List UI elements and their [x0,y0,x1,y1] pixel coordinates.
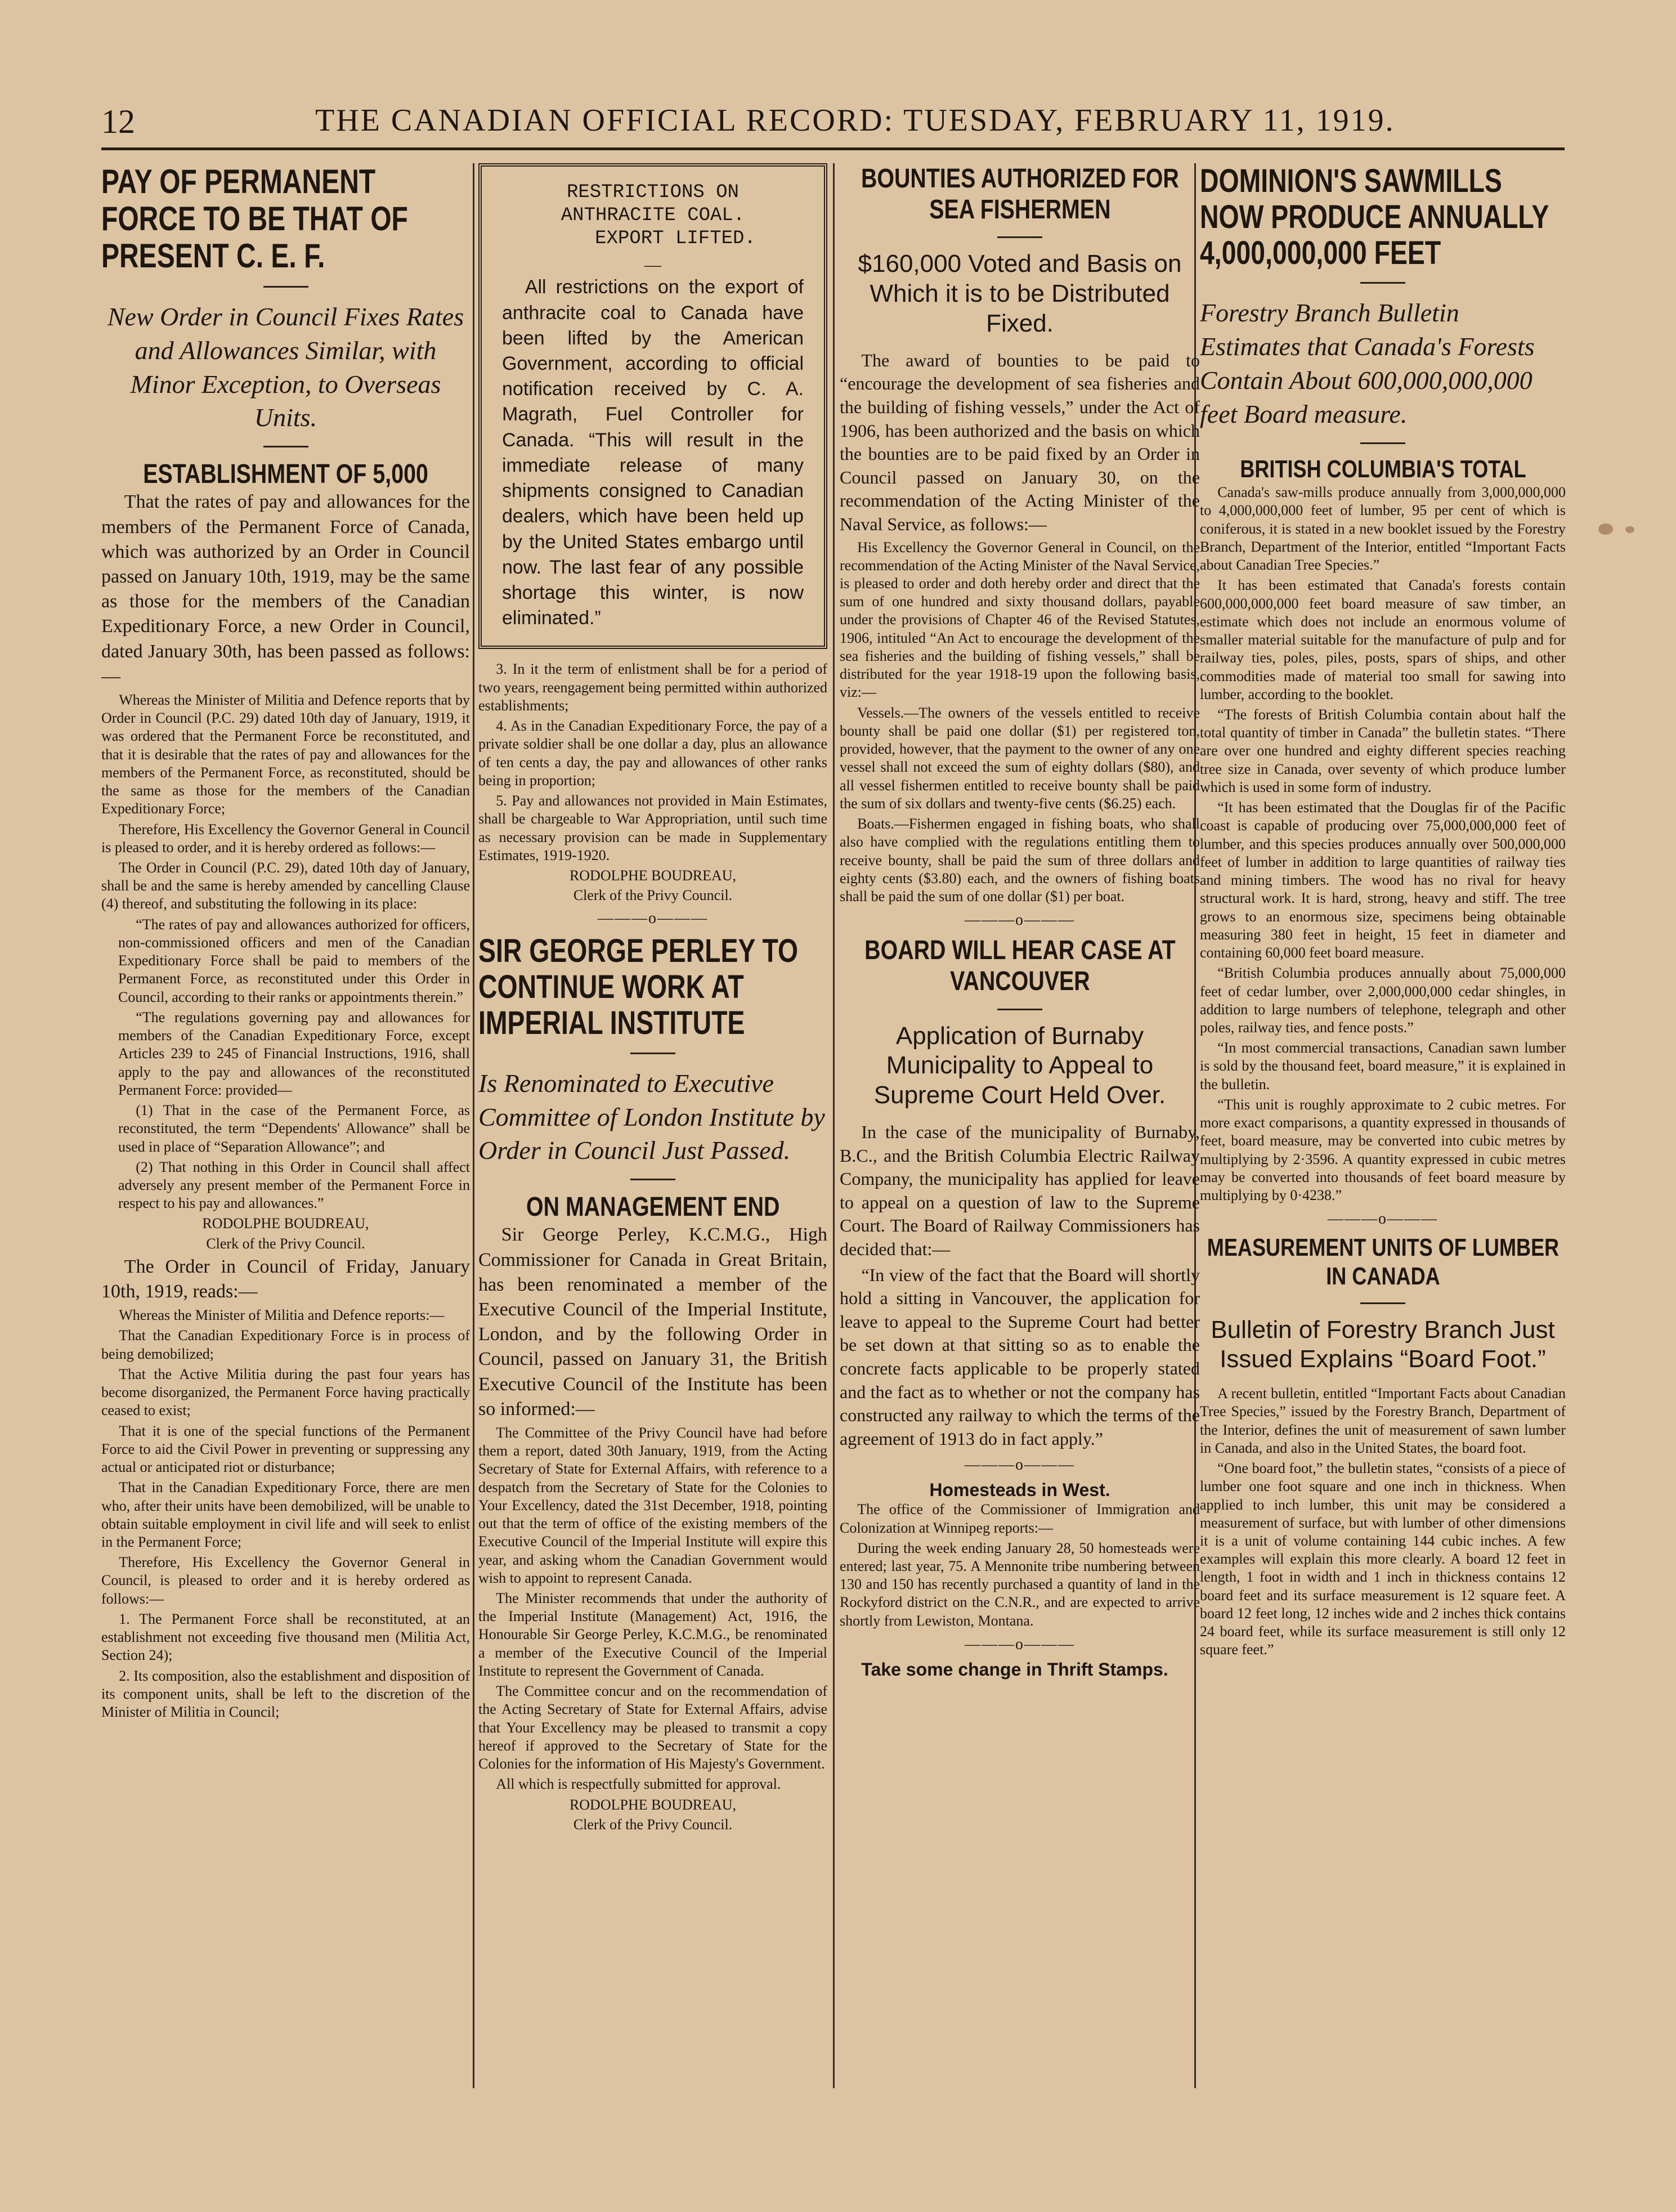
article-lead: That the rates of pay and allowances for the members of the Permanent Force of Canada, which was authorized by an Order in Council passed on January 10th, 1919, may be the same as those for the members of the Canadian Expeditionary Force, a new Order in Council, dated January 30th, has been passed as follows:— [101,491,470,687]
paragraph: The Minister recommends that under the authority of the Imperial Institute (Management) Act, 1916, the Honourable Sir George Perley, K.C.M.G., be renominated a member of the Executive Council of the Imperial Institute to represent the Government of Canada. [478,1589,827,1679]
subhead-160000: $160,000 Voted and Basis on Which it is to be Distributed Fixed. [858,250,1182,337]
subhead-establishment: ESTABLISHMENT OF 5,000 [143,459,428,490]
paper-stain [1598,523,1613,535]
section-separator: ———o——— [1328,1210,1438,1228]
section-separator: ———o——— [598,910,708,928]
paper-stain [1625,526,1634,533]
paragraph: The office of the Commissioner of Immigration and Colonization at Winnipeg reports:— [840,1501,1200,1536]
paragraph: Vessels.—The owners of the vessels entitled to receive bounty shall be paid one dollar ($1) per registered ton, provided, however, that the payment to the owner of any one vessel shall not exceed the sum of eighty dollars ($80), and all vessel fishermen entitled to receive bounty shall be paid the sum of six dollars and twenty-five cents ($6.25) each. [840,704,1200,812]
signature-name: RODOLPHE BOUDREAU, [569,1796,737,1813]
paragraph: (1) That in the case of the Permanent Force, as reconstituted, the term “Dependents' Allowance” shall be used in place of “Separation Allowance”; and [118,1102,470,1155]
divider-dash [997,1009,1042,1010]
headline-board-will-hear: BOARD WILL HEAR CASE AT VANCOUVER [864,935,1176,997]
paragraph: It has been estimated that Canada's forests contain 600,000,000,000 feet board measure of saw timber, an estimate which does not include an enormous volume of smaller material suitable for the manufacture of pulp and for railway ties, poles, piles, posts, spars of ships, and other commodities made of material too small for sawing into lumber, according to the booklet. [1200,577,1566,702]
subhead-board-foot: Bulletin of Forestry Branch Just Issued Explains “Board Foot.” [1211,1315,1555,1373]
deck-renominated: Is Renominated to Executive Committee of London Institute by Order in Council Just Passed. [478,1068,825,1165]
paragraph: The Committee concur and on the recommendation of the Acting Secretary of State for External Affairs, advise that Your Excellency may be pleased to transmit a copy hereof if approved to the Secretary of State for the Colonies for the information of His Majesty's Government. [478,1683,827,1772]
paragraph: “The rates of pay and allowances authorized for officers, non-commissioned officers and men of the Canadian Expeditionary Force shall be paid to members of the Permanent Force, as reconstituted under this Order in Council, according to their ranks or appointments therein.” [118,916,470,1005]
box-title-line: EXPORT LIFTED. [595,227,756,249]
paragraph: 5. Pay and allowances not provided in Main Estimates, shall be chargeable to War Appropriation, until such time as necessary provision can be made in Supplementary Estimates, 1919-1920. [478,792,827,863]
paragraph: During the week ending January 28, 50 homesteads were entered; last year, 75. A Mennonite tribe numbering between 130 and 150 has recently purchased a quantity of land in the Rockyford district on the C.N.R., and are expected to arrive shortly from Lewiston, Montana. [840,1539,1200,1629]
paragraph: His Excellency the Governor General in Council, on the recommendation of the Acting Minister of the Naval Service, is pleased to order and doth hereby order and direct that the sum of one hundred and sixty thousand dollars, payable under the provisions of Chapter 46 of the Revised Statutes, 1906, intituled “An Act to encourage the development of the sea fisheries and the building of fishing vessels,” shall be distributed for the year 1918-19 upon the following basis, viz:— [840,539,1200,701]
divider-dash [630,1053,675,1054]
divider-dash [263,286,308,288]
signature-title: Clerk of the Privy Council. [573,1816,733,1833]
deck-forestry: Forestry Branch Bulletin Estimates that Canada's Forests Contain About 600,000,000,000 feet Board measure. [1200,298,1535,428]
paragraph: The Committee of the Privy Council have had before them a report, dated 30th January, 1919, from the Acting Secretary of State for External Affairs, with reference to a despatch from the Secretary of State for the Colonies to Your Excellency, dated the 31st December, 1918, pointing out that the term of office of the existing members of the Executive Council of the Imperial Institute will expire this year, and asking whom the Canadian Government would wish to appoint to represent Canada. [478,1424,827,1586]
paragraph: Boats.—Fishermen engaged in fishing boats, who shall also have complied with the regulations entitling them to receive bounty, shall be paid the sum of three dollars and eighty cents ($3.80) each, and the owners of fishing boats shall be paid the sum of one dollar ($1) per boat. [840,816,1200,904]
paragraph: “In most commercial transactions, Canadian sawn lumber is sold by the thousand feet, board measure,” it is explained in the bulletin. [1200,1040,1566,1092]
paragraph: The Order in Council (P.C. 29), dated 10th day of January, shall be and the same is hereby amended by cancelling Clause (4) thereof, and substituting the following in its place: [101,859,470,912]
column-divider [833,163,835,2088]
subhead-management: ON MANAGEMENT END [526,1192,780,1223]
divider-dash [1360,1302,1405,1304]
article-body [840,539,1200,906]
article-body [1200,483,1566,1204]
subhead-homesteads: Homesteads in West. [929,1480,1110,1501]
section-separator: ———o——— [965,1635,1075,1653]
signature-title: Clerk of the Privy Council. [206,1235,365,1252]
paragraph: Therefore, His Excellency the Governor General in Council is pleased to order, and it is hereby ordered as follows:— [101,821,470,856]
paragraph: “It has been estimated that the Douglas fir of the Pacific coast is capable of producing over 75,000,000,000 feet of lumber, and this species produces annually over 500,000,000 feet of lumber in addition to large quantities of railway ties and mining timbers. The wood has no rival for heavy structural work. It is hard, strong, heavy and stiff. The tree grows to an enormous size, specimens being obtainable measuring 380 feet in height, 15 feet in diameter and containing 60,000 feet board measure. [1200,799,1566,961]
headline-sawmills: DOMINION'S SAWMILLS NOW PRODUCE ANNUALLY 4,000,000,000 FEET [1200,163,1549,271]
article-body [478,1424,827,1833]
box-title-line: RESTRICTIONS ON [566,182,740,203]
signature-name: RODOLPHE BOUDREAU, [202,1215,369,1232]
box-title [502,181,804,250]
article-body [101,691,470,1252]
subhead-bc-total: BRITISH COLUMBIA'S TOTAL [1239,455,1526,483]
paragraph: 4. As in the Canadian Expeditionary Force, the pay of a private soldier shall be one dollar a day, plus an allowance of ten cents a day, the pay and allowances of other ranks being in proportion; [478,718,827,789]
article-quote: “In view of the fact that the Board will shortly hold a sitting in Vancouver, the application for leave to appeal to the Supreme Court had better be set down at that sitting so as to enable the concrete facts applicable to be properly stated and the fact as to whether or not the company has constructed any railway to which the terms of the agreement of 1913 do in fact apply.” [840,1264,1200,1449]
deck-new-order: New Order in Council Fixes Rates and Allowances Similar, with Minor Exception, to Overseas Units. [107,302,464,432]
thrift-stamps-notice: Take some change in Thrift Stamps. [861,1659,1168,1680]
column-1 [101,163,470,2144]
paragraph: That the Active Militia during the past four years has become disorganized, the Permanent Force having practically ceased to exist; [101,1365,470,1419]
paragraph: “This unit is roughly approximate to 2 cubic metres. For more exact comparisons, a quantity expressed in thousands of feet, board measure, may be converted into cubic metres by multiplying by 2·3596. A quantity expressed in cubic metres may be converted into thousands of feet board measure by multiplying by 0·4238.” [1200,1096,1566,1204]
column-2 [478,163,827,2144]
column-4 [1200,163,1566,2144]
headline-pay-permanent-force: PAY OF PERMANENT FORCE TO BE THAT OF PRESENT C. E. F. [101,163,408,275]
divider-dash [1360,282,1405,284]
paragraph: Whereas the Minister of Militia and Defence reports:— [119,1307,445,1324]
paragraph: That the Canadian Expeditionary Force is in process of being demobilized; [101,1327,470,1362]
article-body [840,1501,1200,1630]
publication-title: THE CANADIAN OFFICIAL RECORD: TUESDAY, FEBRUARY 11, 1919. [315,103,1395,138]
divider-dash [997,236,1042,238]
column-divider [473,163,474,2088]
paragraph: “British Columbia produces annually about 75,000,000 feet of cedar lumber, over 2,000,000,000 cedar shingles, in addition to large numbers of telephone, telegraph and other poles, railway ties, and fence posts.” [1200,965,1566,1036]
boxed-notice-anthracite [478,163,827,649]
article-lead: The award of bounties to be paid to “encourage the development of sea fisheries and the building of fishing vessels,” under the Act of 1906, has been authorized and the basis on which the bounties are to be paid fixed by an Order in Council passed on January 30, on the recommendation of the Acting Minister of the Naval Service, as follows:— [840,350,1200,534]
box-title-line: ANTHRACITE COAL. [561,204,745,226]
headline-measurement-units: MEASUREMENT UNITS OF LUMBER IN CANADA [1207,1234,1559,1290]
article-lead: Sir George Perley, K.C.M.G., High Commissioner for Canada in Great Britain, has been renominated a member of the Executive Council of the Imperial Institute, London, and by the following Order in Council, passed on January 31, the British Executive Council of the Institute has been so informed:— [478,1224,827,1420]
continued-order [478,660,827,904]
masthead [101,95,1395,145]
paragraph: That it is one of the special functions of the Permanent Force to aid the Civil Power in preventing or suppressing any actual or anticipated riot or disturbance; [101,1422,470,1476]
subhead-burnaby: Application of Burnaby Municipality to Appeal to Supreme Court Held Over. [873,1022,1166,1109]
masthead-rule [101,147,1565,150]
article-lead: In the case of the municipality of Burnaby, B.C., and the British Columbia Electric Railway Company, the municipality has applied for leave to appeal on a question of law to the Supreme Court. The Board of Railway Commissioners has decided that:— [840,1121,1200,1259]
paragraph: “One board foot,” the bulletin states, “consists of a piece of lumber one foot square and one inch in thickness. When applied to inch lumber, this unit may be considered a measurement of surface, but with lumber of other dimensions it is a unit of volume containing 144 cubic inches. A few examples will explain this more clearly. A board 12 feet in length, 1 foot in width and 1 inch in thickness contains 12 board feet and its surface measurement is 12 square feet. A board 12 feet long, 12 inches wide and 2 inches thick contains 24 board feet, while its surface measurement is still only 12 square feet.” [1200,1460,1566,1658]
column-3 [840,163,1200,2144]
paragraph: Therefore, His Excellency the Governor General in Council, is pleased to order and it is hereby ordered as follows:— [101,1554,470,1607]
divider-dash [1360,442,1405,444]
paragraph: 2. Its composition, also the establishment and disposition of its component units, shall be left to the discretion of the Minister of Militia in Council; [101,1667,470,1721]
paragraph: “The regulations governing pay and allowances for members of the Canadian Expeditionary Force, except Articles 239 to 245 of Financial Instructions, 1916, shall apply to the pay and allowances of the reconstituted Permanent Force: provided— [118,1009,470,1098]
article-mid: The Order in Council of Friday, January 10th, 1919, reads:— [101,1256,470,1302]
signature-name: RODOLPHE BOUDREAU, [569,867,737,884]
paragraph: That in the Canadian Expeditionary Force, there are men who, after their units have been demobilized, will be unable to obtain suitable employment in civil life and will seek to enlist in the Permanent Force; [101,1479,470,1550]
article-body [101,1306,470,1721]
headline-bounties: BOUNTIES AUTHORIZED FOR SEA FISHERMEN [861,164,1179,225]
headline-perley: SIR GEORGE PERLEY TO CONTINUE WORK AT IMPERIAL INSTITUTE [478,933,799,1041]
divider-dash [263,446,308,447]
page-number: 12 [101,103,135,140]
box-text: All restrictions on the export of anthracite coal to Canada have been lifted by the American Government, according to official notification received by C. A. Magrath, Fuel Controller for Canada. “This will result in the immediate release of many shipments consigned to Canadian dealers, which have been held up by the United States embargo until now. The last fear of any possible shortage this winter, is now eliminated.” [502,276,804,629]
signature-title: Clerk of the Privy Council. [573,887,733,904]
paragraph: “The forests of British Columbia contain about half the total quantity of timber in Canada” the bulletin states. “There are over one hundred and eighty different species reaching tree size in Canada, over seventy of which produce lumber which is used in some form of industry. [1200,706,1566,795]
article-body [1200,1385,1566,1659]
paragraph: Canada's saw-mills produce annually from 3,000,000,000 to 4,000,000,000 feet of lumber, 95 per cent of which is coniferous, it is stated in a new booklet issued by the Forestry Branch, Department of the Interior, entitled “Important Facts about Canadian Tree Species.” [1200,484,1566,574]
paragraph: (2) That nothing in this Order in Council shall affect adversely any present member of the Permanent Force in respect to his pay and allowances.” [118,1158,470,1212]
paragraph: Whereas the Minister of Militia and Defence reports that by Order in Council (P.C. 29) dated 10th day of January, 1919, it was ordered that the Permanent Force be reconstituted, and that it is desirable that the rates of pay and allowances for the members of the Permanent Force, as reconstituted, should be the same as those for the members of the Canadian Expeditionary Force; [101,691,470,817]
paragraph: 1. The Permanent Force shall be reconstituted, at an establishment not exceeding five thousand men (Militia Act, Section 24); [101,1610,470,1664]
section-separator: ———o——— [965,1456,1075,1474]
box-separator: — [644,256,661,275]
section-separator: ———o——— [965,911,1075,929]
paragraph: All which is respectfully submitted for approval. [496,1776,781,1793]
divider-dash [630,1179,675,1180]
paragraph: A recent bulletin, entitled “Important Facts about Canadian Tree Species,” issued by the Forestry Branch, Department of the Interior, defines the unit of measurement of sawn lumber in Canada, and also in the United States, the board foot. [1200,1385,1566,1456]
paragraph: 3. In it the term of enlistment shall be for a period of two years, reengagement being permitted within authorized establishments; [478,661,827,714]
